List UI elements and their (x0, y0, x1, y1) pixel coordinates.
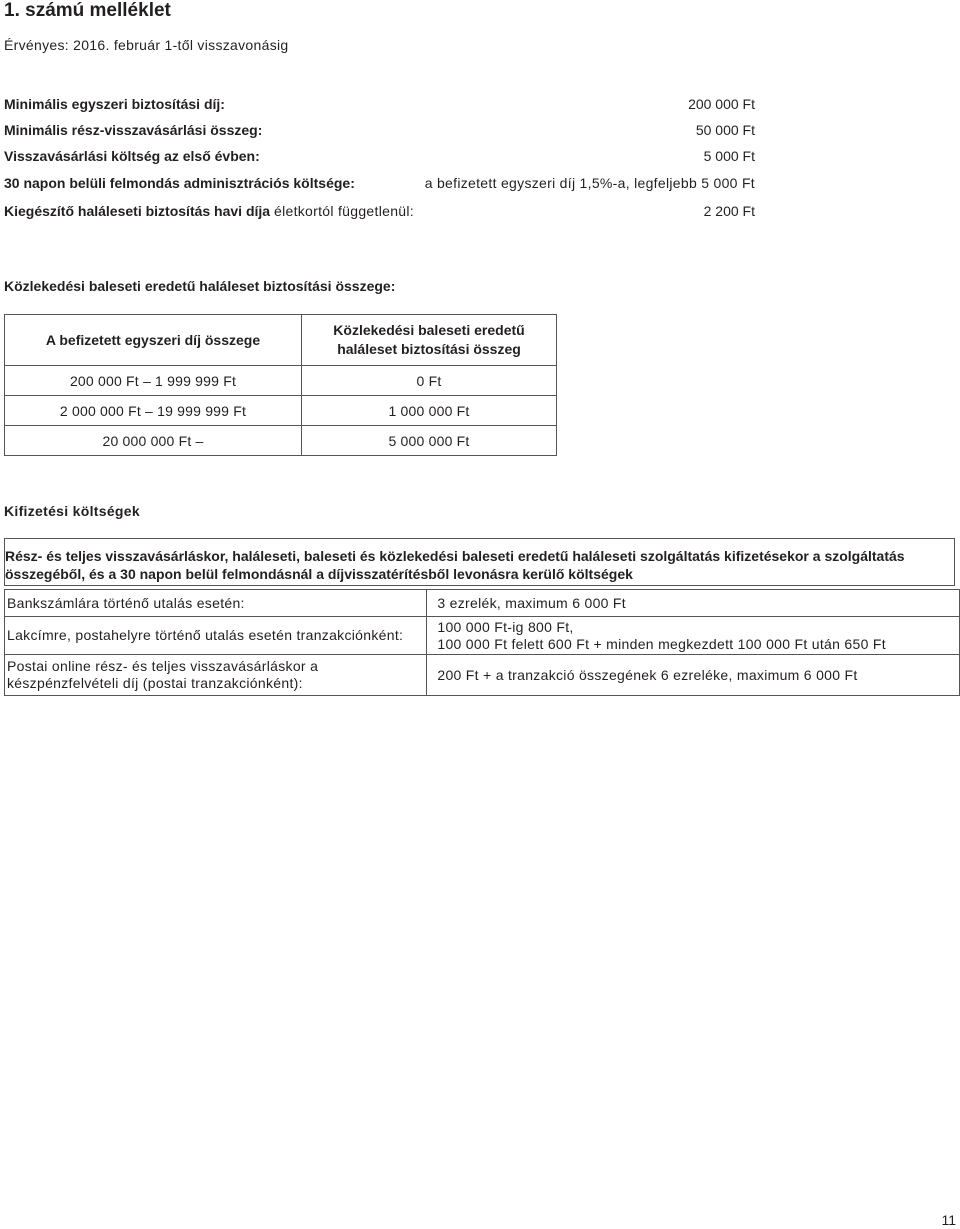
table-cell: Postai online rész- és teljes visszavásárláskor a készpénzfelvételi díj (postai tranzakciónként): (5, 655, 427, 696)
table-cell: 200 000 Ft – 1 999 999 Ft (5, 366, 302, 396)
surrender-cost-label: Visszavásárlási költség az első évben: (4, 148, 260, 164)
table-row (5, 396, 557, 426)
table-cell: 0 Ft (302, 366, 557, 396)
cancellation-cost-label: 30 napon belüli felmondás adminisztrációs költsége: (4, 175, 355, 191)
header-premium: A befizetett egyszeri díj összege (5, 315, 302, 366)
supplementary-insurance-label (4, 203, 414, 219)
table-header-row (5, 315, 557, 366)
accident-section-heading: Közlekedési baleseti eredetű haláleset biztosítási összege: (4, 278, 396, 294)
table-cell: 200 Ft + a tranzakció összegének 6 ezreléke, maximum 6 000 Ft (427, 655, 960, 696)
supplementary-insurance-value: 2 200 Ft (703, 203, 755, 219)
min-partial-surrender-label: Minimális rész-visszavásárlási összeg: (4, 122, 263, 138)
payout-cost-table (4, 589, 960, 696)
cost-line: 100 000 Ft felett 600 Ft + minden megkezdett 100 000 Ft után 650 Ft (437, 635, 886, 652)
supplementary-insurance-title: Kiegészítő haláleseti biztosítás havi díja (4, 203, 271, 219)
table-cell: 1 000 000 Ft (302, 396, 557, 426)
table-cell: Lakcímre, postahelyre történő utalás esetén tranzakciónként: (5, 617, 427, 655)
payout-description-box (4, 538, 955, 586)
table-cell: 5 000 000 Ft (302, 426, 557, 456)
table-cell: 20 000 000 Ft – (5, 426, 302, 456)
table-row (5, 590, 960, 617)
min-partial-surrender-value: 50 000 Ft (695, 122, 755, 138)
min-premium-value: 200 000 Ft (688, 96, 755, 112)
accident-sum-table (4, 314, 557, 456)
table-row (5, 617, 960, 655)
payout-heading: Kifizetési költségek (4, 503, 140, 519)
supplementary-insurance-note: életkortól függetlenül: (273, 203, 414, 219)
surrender-cost-value: 5 000 Ft (703, 148, 755, 164)
validity-text: Érvényes: 2016. február 1-től visszavonásig (4, 37, 289, 53)
page-title: 1. számú melléklet (4, 0, 171, 21)
header-sum: Közlekedési baleseti eredetű haláleset biztosítási összeg (302, 315, 557, 366)
table-cell (427, 617, 960, 655)
cost-line: 100 000 Ft-ig 800 Ft, (437, 618, 574, 635)
payout-description: Rész- és teljes visszavásárláskor, haláleseti, baleseti és közlekedési baleseti eredetű haláleseti szolgáltatás kifizetésekor a szolgáltatás összegéből, és a 30 napon belül felmondásnál a díjvisszatérítésből levonásra kerülő költségek (5, 548, 905, 582)
table-row (5, 426, 557, 456)
table-cell: Bankszámlára történő utalás esetén: (5, 590, 427, 617)
table-row (5, 655, 960, 696)
cancellation-cost-value: a befizetett egyszeri díj 1,5%-a, legfeljebb 5 000 Ft (424, 175, 755, 191)
table-cell: 3 ezrelék, maximum 6 000 Ft (427, 590, 960, 617)
min-premium-label: Minimális egyszeri biztosítási díj: (4, 96, 225, 112)
table-row (5, 366, 557, 396)
page-number: 11 (941, 1212, 956, 1228)
table-cell: 2 000 000 Ft – 19 999 999 Ft (5, 396, 302, 426)
